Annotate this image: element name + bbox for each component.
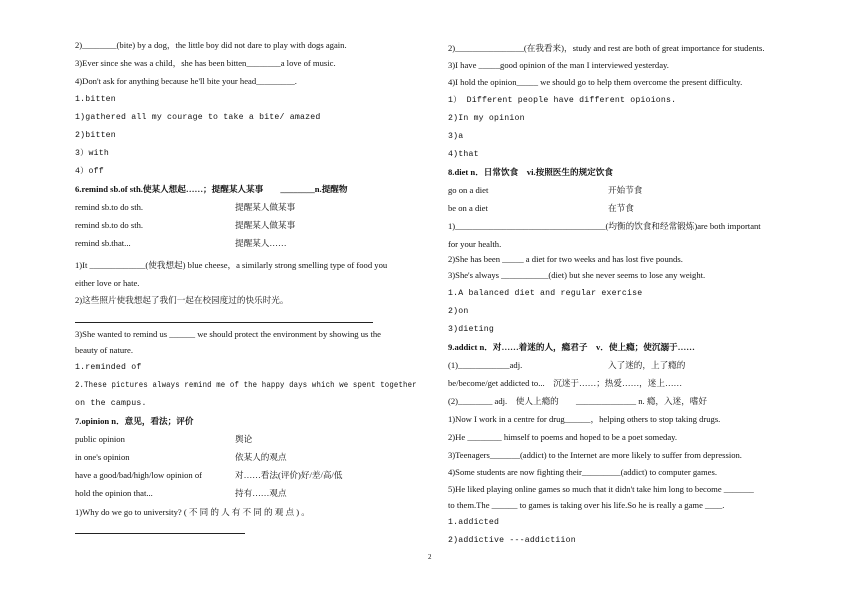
exercise-line: 4)Some students are now fighting their_________(addict) to computer games. [448, 467, 717, 477]
answer-line: 4)that [448, 150, 479, 159]
exercise-line: 1)Why do we go to university? ( 不 同 的 人 有 不 同 的 观 点 ) 。 [75, 507, 310, 517]
phrase-en: in one's opinion [75, 452, 130, 462]
exercise-line: to them.The ______ to games is taking over his life.So he is really a game ____. [448, 500, 725, 510]
answer-line: on the campus. [75, 399, 147, 408]
exercise-line: (2)________ adj. 使人上瘾的 ______________ n. 瘾，入迷，嗜好 [448, 396, 707, 406]
vocab-heading-opinion: 7.opinion n．意见，看法；评价 [75, 416, 194, 426]
exercise-line: 1)It _____________(使我想起) blue cheese，a similarly strong smelling type of food you [75, 260, 388, 270]
phrase-row [75, 238, 417, 249]
exercise-line: 2)这些照片使我想起了我们一起在校园度过的快乐时光。 [75, 295, 289, 305]
exercise-line: for your health. [448, 239, 502, 249]
answer-line: 1.bitten [75, 95, 116, 104]
exercise-line: 3)She wanted to remind us ______ we should protect the environment by showing us the [75, 329, 381, 339]
exercise-line: 2)She has been _____ a diet for two weeks and has lost five pounds. [448, 254, 683, 264]
answer-line: 2.These pictures always remind me of the happy days which we spent together [75, 381, 417, 390]
phrase-en: hold the opinion that... [75, 488, 153, 498]
answer-line: 2)bitten [75, 131, 116, 140]
phrase-row [75, 202, 417, 213]
vocab-heading-diet: 8.diet n．日常饮食 vi.按照医生的规定饮食 [448, 167, 613, 177]
phrase-en: have a good/bad/high/low opinion of [75, 470, 202, 480]
answer-blank-rule [75, 533, 245, 534]
phrase-en: public opinion [75, 434, 125, 444]
phrase-en: be on a diet [448, 203, 488, 213]
phrase-cn: 提醒某人做某事 [235, 202, 296, 212]
answer-line: 3）with [75, 149, 109, 158]
phrase-cn: 持有……观点 [235, 488, 287, 498]
vocab-heading-addict: 9.addict n．对……着迷的人，瘾君子 v．使上瘾；使沉溺于…… [448, 342, 695, 352]
phrase-en: remind sb.to do sth. [75, 202, 144, 212]
phrase-cn: 提醒某人…… [235, 238, 287, 248]
phrase-row [448, 185, 792, 196]
exercise-line: 4)Don't ask for anything because he'll bite your head_________. [75, 76, 297, 86]
phrase-row [448, 203, 792, 214]
phrase-en: remind sb.that... [75, 238, 131, 248]
phrase-en: remind sb.to do sth. [75, 220, 144, 230]
phrase-cn: 在节食 [608, 203, 634, 213]
answer-line: 3)dieting [448, 325, 495, 334]
answer-blank-rule [75, 322, 373, 323]
exercise-line: 5)He liked playing online games so much that it didn't take him long to become _______ [448, 484, 754, 494]
page-number: 2 [428, 553, 432, 561]
phrase-cn: 开始节食 [608, 185, 643, 195]
exercise-line: either love or hate. [75, 278, 140, 288]
phrase-en: (1)____________adj. [448, 360, 523, 370]
exercise-line: 1)Now I work in a centre for drug______，helping others to stop taking drugs. [448, 414, 721, 424]
phrase-row [75, 470, 417, 481]
exercise-line: be/become/get addicted to... 沉迷于……；热爱……，迷上…… [448, 378, 683, 388]
answer-line: 2)on [448, 307, 469, 316]
phrase-row [75, 220, 417, 231]
exercise-line: 3)She's always ___________(diet) but she never seems to lose any weight. [448, 270, 706, 280]
phrase-cn: 提醒某人做某事 [235, 220, 296, 230]
exercise-line: 3)I have _____good opinion of the man I interviewed yesterday. [448, 60, 669, 70]
exercise-line: 2)________________(在我看来)，study and rest are both of great importance for students. [448, 43, 765, 53]
exercise-line: 2)He ________ himself to poems and hoped to be a poet someday. [448, 432, 678, 442]
exercise-line: 3)Teenagers_______(addict) to the Internet are more likely to suffer from depression. [448, 450, 742, 460]
exercise-line: 4)I hold the opinion_____ we should go to help them overcome the present difficulty. [448, 77, 743, 87]
exercise-line: 1)___________________________________(均衡的饮食和经常锻炼)are both important [448, 221, 761, 231]
vocab-heading-remind: 6.remind sb.of sth.使某人想起……；提醒某人某事 ________n.提醒物 [75, 184, 348, 194]
answer-line: 2)addictive ---addictiion [448, 536, 576, 545]
phrase-cn: 舆论 [235, 434, 253, 444]
answer-line: 2)In my opinion [448, 114, 525, 123]
exercise-line: 2)________(bite) by a dog，the little boy did not dare to play with dogs again. [75, 40, 347, 50]
exercise-line: 3)Ever since she was a child，she has been bitten________a love of music. [75, 58, 336, 68]
phrase-row [75, 452, 417, 463]
answer-line: 4）off [75, 167, 104, 176]
phrase-row [448, 360, 792, 371]
phrase-cn: 入了迷的，上了瘾的 [608, 360, 686, 370]
phrase-row [75, 434, 417, 445]
answer-line: 1.addicted [448, 518, 500, 527]
answer-line: 1） Different people have different opioions. [448, 96, 677, 105]
phrase-cn: 依某人的观点 [235, 452, 287, 462]
phrase-cn: 对……看法(评价)好/差/高/低 [235, 470, 343, 480]
exercise-line: beauty of nature. [75, 345, 133, 355]
phrase-row [75, 488, 417, 499]
phrase-en: go on a diet [448, 185, 489, 195]
answer-line: 1.reminded of [75, 363, 142, 372]
answer-line: 1)gathered all my courage to take a bite/ amazed [75, 113, 321, 122]
answer-line: 1.A balanced diet and regular exercise [448, 289, 643, 298]
answer-line: 3)a [448, 132, 464, 141]
